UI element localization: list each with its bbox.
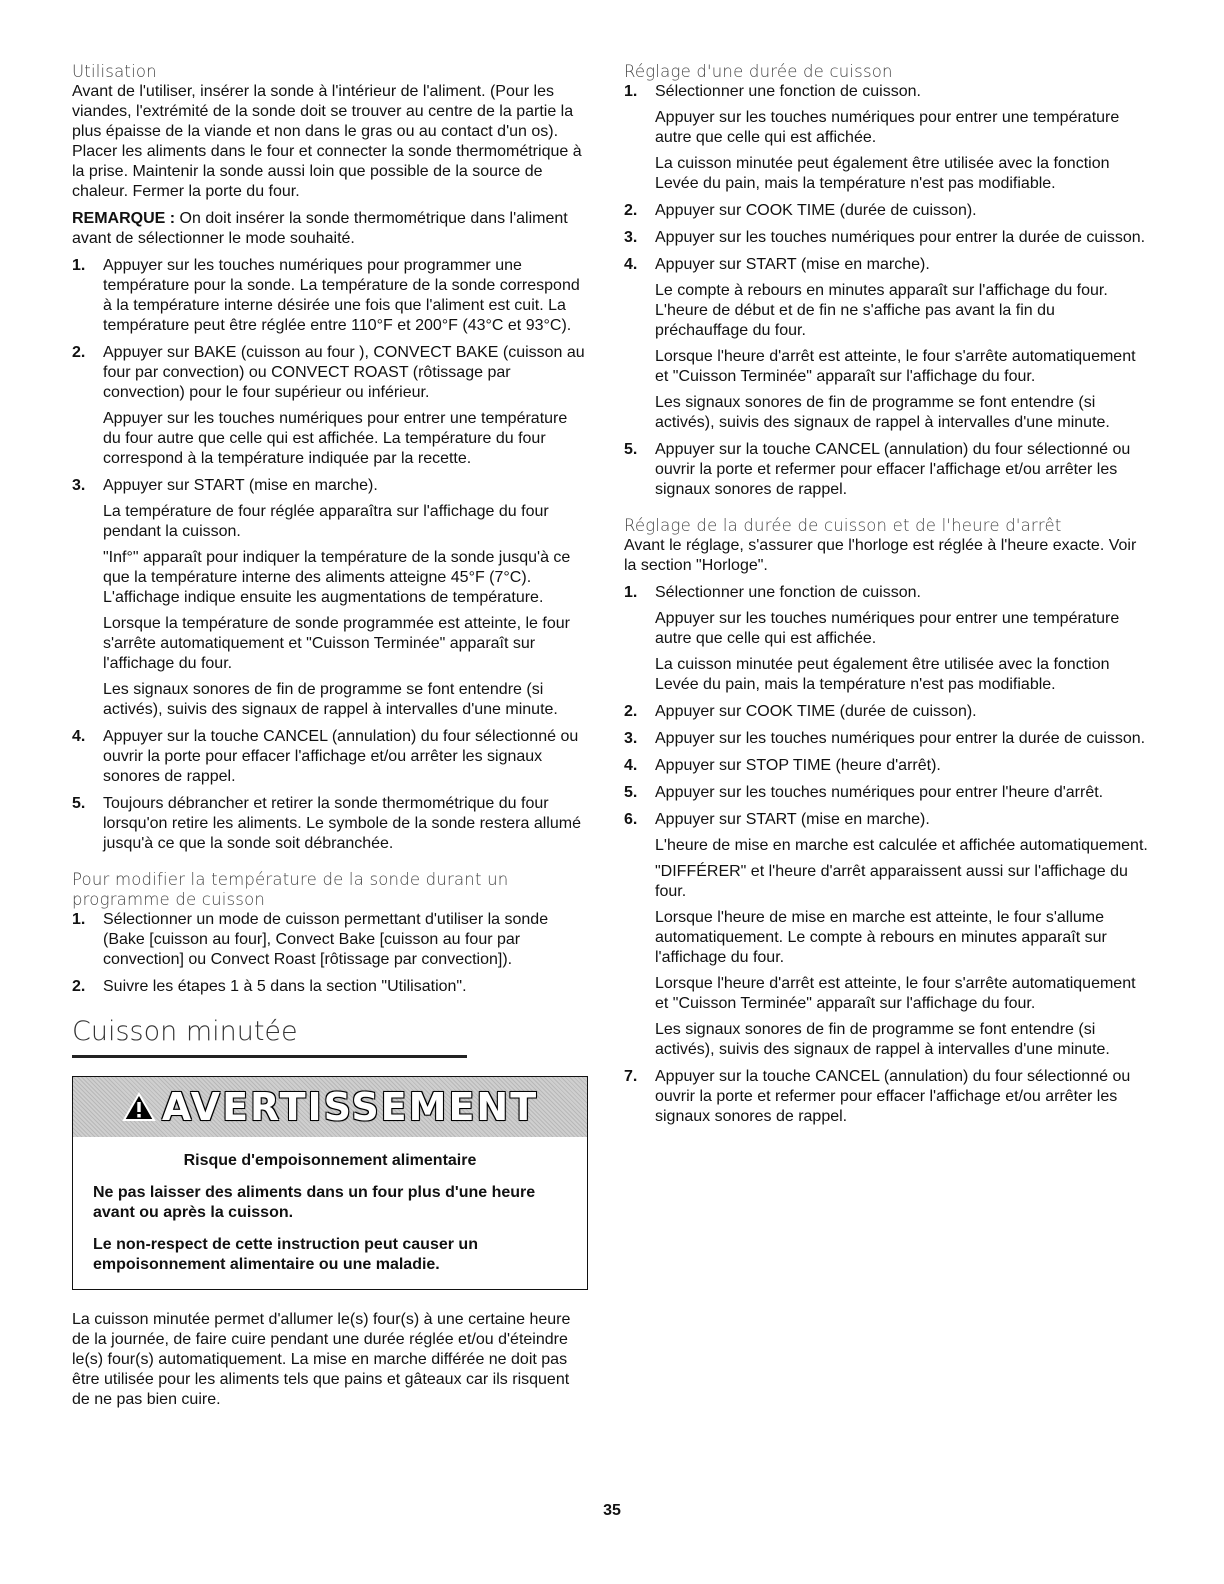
- step-number: 2.: [72, 344, 86, 361]
- step-number: 5.: [72, 795, 86, 812]
- step-item: [72, 476, 588, 720]
- step-item: [624, 756, 1152, 776]
- step-subparagraph: La cuisson minutée peut également être utilisée avec la fonction Levée du pain, mais la température n'est pas modifiable.: [655, 155, 1110, 192]
- step-subparagraph: L'heure de mise en marche est calculée et affichée automatiquement.: [655, 837, 1148, 854]
- step-number: 1.: [624, 83, 638, 100]
- step-text: Sélectionner une fonction de cuisson.: [655, 584, 921, 601]
- step-text: Sélectionner une fonction de cuisson.: [655, 83, 921, 100]
- step-item: [624, 255, 1152, 433]
- step-subparagraph: Appuyer sur les touches numériques pour entrer une température autre que celle qui est affichée.: [655, 610, 1120, 647]
- step-item: [624, 82, 1152, 194]
- step-number: 3.: [624, 730, 638, 747]
- step-subparagraph: Lorsque l'heure de mise en marche est atteinte, le four s'allume automatiquement. Le compte à rebours en minutes apparaît sur l'affichage du four.: [655, 909, 1107, 966]
- step-text: Appuyer sur COOK TIME (durée de cuisson).: [655, 202, 977, 219]
- step-item: [624, 440, 1152, 500]
- step-number: 4.: [72, 728, 86, 745]
- step-item: [72, 910, 588, 970]
- step-text: Appuyer sur la touche CANCEL (annulation) du four sélectionné ou ouvrir la porte pour effacer l'affichage et/ou arrêter les signaux sonores de rappel.: [103, 728, 579, 785]
- duration-stop-intro: Avant le réglage, s'assurer que l'horloge est réglée à l'heure exacte. Voir la section "Horloge".: [624, 537, 1137, 574]
- warning-header: [73, 1077, 587, 1137]
- step-number: 2.: [72, 978, 86, 995]
- section-heading-duration-stop: Réglage de la durée de cuisson et de l'heure d'arrêt: [624, 516, 1062, 535]
- warning-subtitle: Risque d'empoisonnement alimentaire: [183, 1152, 477, 1169]
- step-subparagraph: Lorsque l'heure d'arrêt est atteinte, le four s'arrête automatiquement et "Cuisson Terminée" apparaît sur l'affichage du four.: [655, 348, 1136, 385]
- step-item: [624, 201, 1152, 221]
- warning-line-1: Ne pas laisser des aliments dans un four plus d'une heure avant ou après la cuisson.: [93, 1184, 536, 1221]
- step-number: 1.: [72, 257, 86, 274]
- step-subparagraph: Les signaux sonores de fin de programme se font entendre (si activés), suivis des signaux de rappel à intervalles d'une minute.: [655, 1021, 1110, 1058]
- step-text: Appuyer sur START (mise en marche).: [655, 256, 930, 273]
- step-text: Appuyer sur les touches numériques pour entrer la durée de cuisson.: [655, 229, 1146, 246]
- remark-text: On doit insérer la sonde thermométrique dans l'aliment avant de sélectionner le mode souhaité.: [72, 210, 568, 247]
- step-text: Appuyer sur START (mise en marche).: [103, 477, 378, 494]
- duration-steps: [624, 82, 1152, 500]
- step-number: 1.: [624, 584, 638, 601]
- warning-title-text: AVERTISSEMENT: [161, 1085, 539, 1129]
- step-subparagraph: La température de four réglée apparaîtra sur l'affichage du four pendant la cuisson.: [103, 503, 549, 540]
- utilisation-steps: [72, 256, 588, 854]
- step-subparagraph: Le compte à rebours en minutes apparaît sur l'affichage du four. L'heure de début et de fin ne s'affiche pas avant la fin du préchauffage du four.: [655, 282, 1108, 339]
- step-subparagraph: La cuisson minutée peut également être utilisée avec la fonction Levée du pain, mais la température n'est pas modifiable.: [655, 656, 1110, 693]
- section-heading-duration: Réglage d'une durée de cuisson: [624, 62, 893, 81]
- step-number: 5.: [624, 784, 638, 801]
- duration-stop-steps: [624, 583, 1152, 1127]
- warning-box: [72, 1076, 588, 1290]
- step-item: [624, 783, 1152, 803]
- step-subparagraph: Lorsque l'heure d'arrêt est atteinte, le four s'arrête automatiquement et "Cuisson Terminée" apparaît sur l'affichage du four.: [655, 975, 1136, 1012]
- cuisson-minutee-intro: La cuisson minutée permet d'allumer le(s) four(s) à une certaine heure de la journée, de faire cuire pendant une durée réglée et/ou d'éteindre le(s) four(s) automatiquement. La mise en marche différée ne doit pas être utilisée pour les aliments tels que pains et gâteaux car ils risquent de ne pas bien cuire.: [72, 1311, 571, 1408]
- step-text: Appuyer sur COOK TIME (durée de cuisson).: [655, 703, 977, 720]
- section-heading-modify: Pour modifier la température de la sonde durant un programme de cuisson: [72, 870, 509, 909]
- step-number: 4.: [624, 256, 638, 273]
- step-number: 3.: [72, 477, 86, 494]
- warning-body: [73, 1137, 587, 1289]
- step-item: [72, 343, 588, 469]
- utilisation-intro: Avant de l'utiliser, insérer la sonde à l'intérieur de l'aliment. (Pour les viandes, l'extrémité de la sonde doit se trouver au centre de la partie la plus épaisse de la viande et non dans le gras ou au contact d'un os). Placer les aliments dans le four et connecter la sonde thermométrique à la prise. Maintenir la sonde aussi loin que possible de la source de chaleur. Fermer la porte du four.: [72, 83, 582, 200]
- warning-line-2: Le non-respect de cette instruction peut causer un empoisonnement alimentaire ou une maladie.: [93, 1236, 478, 1273]
- step-item: [624, 1067, 1152, 1127]
- step-subparagraph: "DIFFÉRER" et l'heure d'arrêt apparaissent aussi sur l'affichage du four.: [655, 863, 1128, 900]
- step-number: 3.: [624, 229, 638, 246]
- remark-label: REMARQUE :: [72, 210, 176, 227]
- step-text: Suivre les étapes 1 à 5 dans la section "Utilisation".: [103, 978, 467, 995]
- step-subparagraph: Appuyer sur les touches numériques pour entrer une température autre que celle qui est affichée.: [655, 109, 1120, 146]
- step-item: [624, 228, 1152, 248]
- step-item: [72, 794, 588, 854]
- step-item: [72, 977, 588, 997]
- step-text: Appuyer sur STOP TIME (heure d'arrêt).: [655, 757, 941, 774]
- step-subparagraph: "Inf°" apparaît pour indiquer la température de la sonde jusqu'à ce que la température interne des aliments atteigne 45°F (7°C). L'affichage indique ensuite les augmentations de température.: [103, 549, 571, 606]
- step-text: Toujours débrancher et retirer la sonde thermométrique du four lorsqu'on retire les aliments. Le symbole de la sonde restera allumé jusqu'à ce que la sonde soit débranchée.: [103, 795, 581, 852]
- step-number: 1.: [72, 911, 86, 928]
- step-text: Appuyer sur les touches numériques pour entrer la durée de cuisson.: [655, 730, 1146, 747]
- section-title-cuisson-minutee: Cuisson minutée: [72, 1016, 298, 1047]
- warning-triangle-icon: [122, 1092, 156, 1122]
- step-subparagraph: Appuyer sur les touches numériques pour entrer une température du four autre que celle qui est affichée. La température du four correspond à la température indiquée par la recette.: [103, 410, 568, 467]
- step-subparagraph: Les signaux sonores de fin de programme se font entendre (si activés), suivis des signaux de rappel à intervalles d'une minute.: [103, 681, 558, 718]
- right-column: [624, 62, 1152, 1134]
- step-number: 2.: [624, 202, 638, 219]
- section-title-rule: [72, 1055, 467, 1058]
- step-number: 4.: [624, 757, 638, 774]
- step-item: [624, 702, 1152, 722]
- left-column: [72, 62, 588, 1417]
- step-text: Sélectionner un mode de cuisson permettant d'utiliser la sonde (Bake [cuisson au four], Convect Bake [cuisson au four par convection] ou Convect Roast [rôtissage par convection]).: [103, 911, 549, 968]
- step-text: Appuyer sur les touches numériques pour entrer l'heure d'arrêt.: [655, 784, 1104, 801]
- step-number: 6.: [624, 811, 638, 828]
- page-number: 35: [603, 1502, 621, 1519]
- step-text: Appuyer sur la touche CANCEL (annulation) du four sélectionné ou ouvrir la porte et refermer pour effacer l'affichage et/ou arrêter les signaux sonores de rappel.: [655, 441, 1131, 498]
- step-text: Appuyer sur START (mise en marche).: [655, 811, 930, 828]
- step-number: 7.: [624, 1068, 638, 1085]
- section-heading-utilisation: Utilisation: [72, 62, 157, 81]
- step-item: [72, 256, 588, 336]
- step-text: Appuyer sur la touche CANCEL (annulation) du four sélectionné ou ouvrir la porte et refermer pour effacer l'affichage et/ou arrêter les signaux sonores de rappel.: [655, 1068, 1131, 1125]
- step-item: [624, 729, 1152, 749]
- step-subparagraph: Lorsque la température de sonde programmée est atteinte, le four s'arrête automatiquement et "Cuisson Terminée" apparaît sur l'affichage du four.: [103, 615, 570, 672]
- step-number: 2.: [624, 703, 638, 720]
- step-item: [72, 727, 588, 787]
- step-text: Appuyer sur BAKE (cuisson au four ), CONVECT BAKE (cuisson au four par convection) ou CONVECT ROAST (rôtissage par convection) pour le four supérieur ou inférieur.: [103, 344, 585, 401]
- step-item: [624, 810, 1152, 1060]
- remark: [72, 209, 588, 249]
- step-number: 5.: [624, 441, 638, 458]
- step-item: [624, 583, 1152, 695]
- modify-steps: [72, 910, 588, 997]
- warning-title: [122, 1085, 538, 1129]
- step-text: Appuyer sur les touches numériques pour programmer une température pour la sonde. La température de la sonde correspond à la température interne désirée une fois que l'aliment est cuit. La température peut être réglée entre 110°F et 200°F (43°C et 93°C).: [103, 257, 580, 334]
- step-subparagraph: Les signaux sonores de fin de programme se font entendre (si activés), suivis des signaux de rappel à intervalles d'une minute.: [655, 394, 1110, 431]
